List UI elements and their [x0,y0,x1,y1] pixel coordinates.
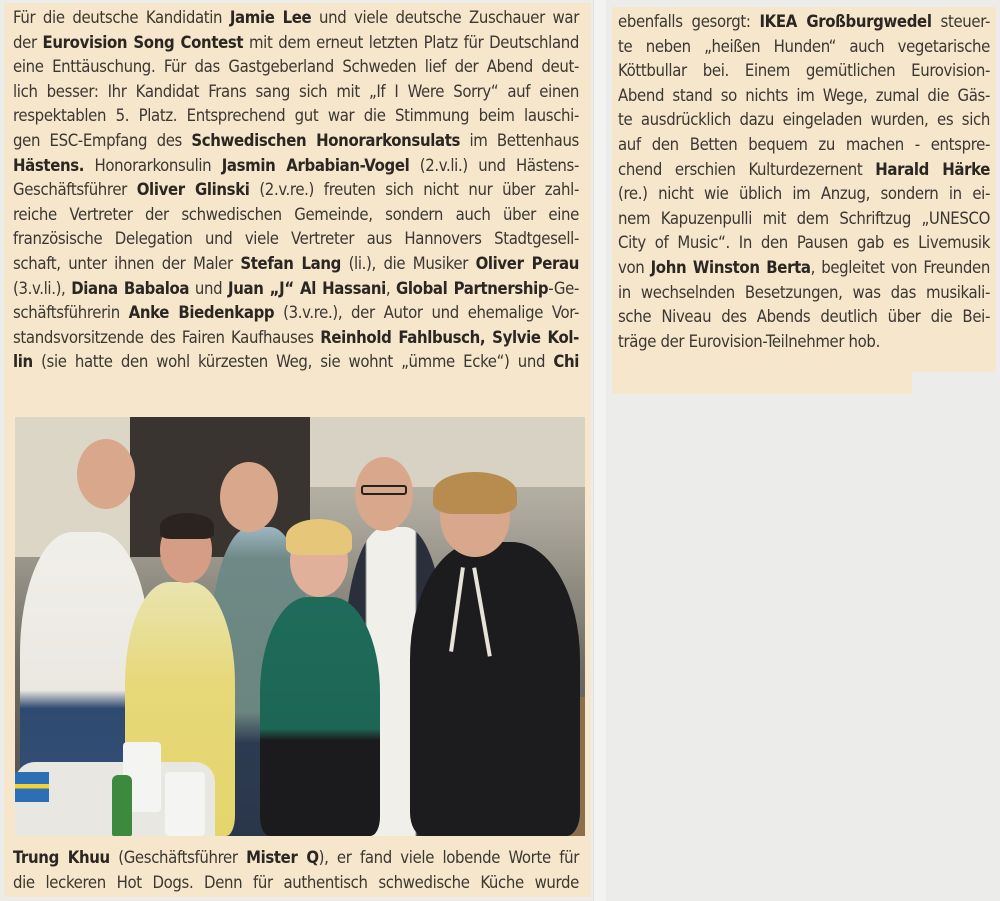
text-line: ebenfalls gesorgt: IKEA Großburgwedel steuer- [618,12,990,31]
bold-name: lin [13,352,33,372]
text-line: chend erschien Kulturdezernent Harald Härke [618,159,990,179]
bold-name: Oliver Perau [475,253,580,273]
person-hair [433,472,517,514]
bold-name: Mister Q [246,848,319,867]
bold-name: Diana Babaloa [71,278,190,298]
bottle [112,775,132,836]
bold-name: Eurovision Song Contest [42,32,244,52]
text-line: respektablen 5. Platz. Entsprechend gut war die Stimmung beim lauschi- [13,106,579,126]
text-line: Köttbullar bei. Einem gemütlichen Eurovision- [618,61,990,81]
bold-name: Jamie Lee [229,8,312,27]
group-photo [15,417,585,836]
article-left-column-bottom [13,846,579,895]
bold-name: Global Partnership [396,278,549,298]
person-hair [286,519,352,555]
person-harald-haerke [410,542,580,836]
column-gutter [593,0,606,901]
text-line: französische Delegation und viele Vertreter aus Hannovers Stadtgesell- [13,229,579,249]
text-line: te ausdrücklich dazu eingeladen wurden, es sich [618,110,990,130]
right-column-last-line-background [612,370,912,394]
bold-name: IKEA Großburgwedel [759,12,932,31]
bold-name: Stefan Lang [240,253,341,273]
text-line: Hästens. Honorarkonsulin Jasmin Arbabian-Vogel (2.v.li.) und Hästens- [13,155,580,175]
text-line: (re.) nicht wie üblich im Anzug, sondern in ei- [618,184,990,204]
text-line: schaft, unter ihnen der Maler Stefan Lang (li.), die Musiker Oliver Perau [13,253,580,273]
bold-name: Chi [553,352,579,372]
glasses-icon [361,485,407,495]
text-line: lin (sie hatte den wohl kürzesten Weg, sie wohnt „ümme Ecke“) und Chi [13,352,579,372]
bold-name: Anke Biedenkapp [128,303,275,323]
text-line: City of Music“. In den Pausen gab es Livemusik [618,233,990,253]
article-right-column [618,10,990,354]
text-line: lich besser: Ihr Kandidat Frans sang sich mit „If I Were Sorry“ auf einen [13,81,579,101]
person-anke-biedenkapp [260,597,380,836]
text-line: reiche Vertreter der schwedischen Gemeinde, sondern auch über eine [13,204,579,224]
text-line: die leckeren Hot Dogs. Denn für authentisch schwedische Küche wurde [13,872,579,892]
text-line: (3.v.li.), Diana Babaloa und Juan „J“ Al Hassani, Global Partnership-Ge- [13,278,580,298]
person-head [77,439,135,509]
text-line: in wechselnden Besetzungen, was das musikali- [618,282,990,302]
text-line: Für die deutsche Kandidatin Jamie Lee und viele deutsche Zuschauer war [13,8,579,27]
text-line: Trung Khuu (Geschäftsführer Mister Q), er fand viele lobende Worte für [13,848,580,867]
cup [165,772,205,836]
bold-name: Reinhold Fahlbusch, Sylvie Kol- [320,327,580,347]
text-line: Geschäftsführer Oliver Glinski (2.v.re.) freuten sich nicht nur über zahl- [13,180,579,200]
text-line: träge der Eurovision-Teilnehmer hob. [618,331,880,351]
article-left-column-top [13,6,579,375]
text-line: standsvorsitzende des Fairen Kaufhauses Reinhold Fahlbusch, Sylvie Kol- [13,327,580,347]
text-line: Abend stand so nichts im Wege, zumal die Gäs- [618,85,990,105]
swedish-flag-napkin [15,772,49,802]
person-hair [160,513,214,539]
bold-name: Hästens. [13,155,85,175]
text-line: eine Enttäuschung. Für das Gastgeberland Schweden lief der Abend deut- [13,57,579,77]
bold-name: Trung Khuu [13,848,110,867]
text-line: gen ESC-Empfang des Schwedischen Honorarkonsulats im Bettenhaus [13,130,579,150]
bold-name: Oliver Glinski [136,180,250,200]
text-line: schäftsführerin Anke Biedenkapp (3.v.re.), der Autor und ehemalige Vor- [13,303,579,323]
text-line: von John Winston Berta, begleitet von Freunden [618,257,990,277]
text-line: te neben „heißen Hunden“ auch vegetarische [618,36,990,56]
bold-name: John Winston Berta [650,257,811,277]
text-line: nem Kapuzenpulli mit dem Schriftzug „UNESCO [618,208,990,228]
bold-name: Harald Härke [875,159,990,179]
bold-name: Schwedischen Honorarkonsulats [191,130,461,150]
bold-name: Jasmin Arbabian-Vogel [221,155,410,175]
person-head [220,462,278,532]
text-line: auf den Betten bequem zu machen - entspre- [618,134,990,154]
text-line: sche Niveau des Abends deutlich über die Bei- [618,307,990,327]
text-line: der Eurovision Song Contest mit dem erneut letzten Platz für Deutschland [13,32,579,52]
bold-name: Juan „J“ Al Hassani [228,278,386,298]
